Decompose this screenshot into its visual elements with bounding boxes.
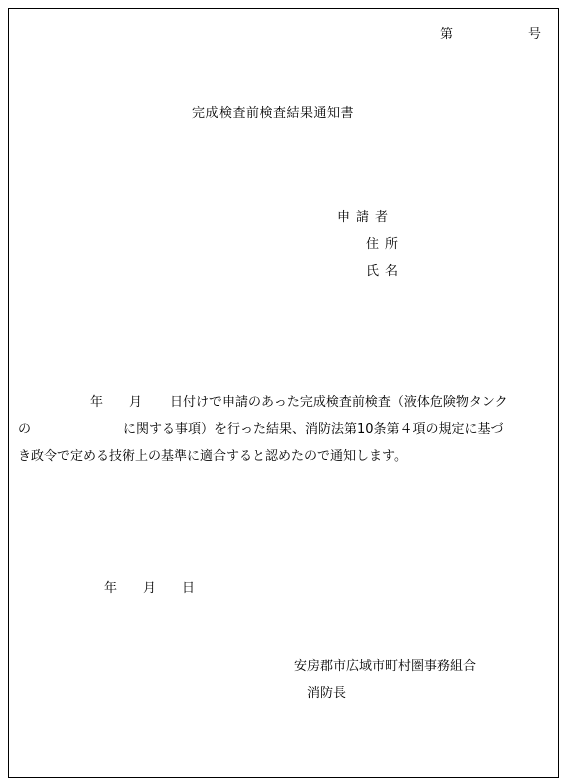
body-year-label: 年	[90, 395, 104, 410]
issuer-organization: 安房郡市広域市町村圏事務組合	[294, 659, 477, 674]
body-text-line-1	[90, 396, 508, 409]
body-month-label: 月	[129, 395, 143, 410]
document-number-suffix: 号	[528, 27, 542, 42]
applicant-heading: 申請者	[337, 210, 395, 225]
issue-month-label: 月	[143, 581, 157, 596]
issue-year-label: 年	[104, 581, 118, 596]
body-line-2-text: に関する事項）を行った結果、消防法第10条第４項の規定に基づ	[123, 422, 504, 437]
document-number-label: 第	[440, 27, 454, 42]
issue-date	[104, 582, 195, 595]
name-label: 氏名	[366, 264, 405, 279]
document-border	[8, 8, 559, 778]
body-line-2-start: の	[18, 422, 32, 437]
body-text-line-3: き政令で定める技術上の基準に適合すると認めたので通知します。	[18, 449, 407, 464]
issue-day-label: 日	[182, 581, 196, 596]
issuer-title: 消防長	[307, 686, 347, 701]
body-line-1-text: 日付けで申請のあった完成検査前検査（液体危険物タンク	[170, 395, 508, 410]
document-title: 完成検査前検査結果通知書	[192, 106, 355, 121]
address-label: 住所	[366, 237, 405, 252]
body-text-line-2	[18, 423, 504, 436]
